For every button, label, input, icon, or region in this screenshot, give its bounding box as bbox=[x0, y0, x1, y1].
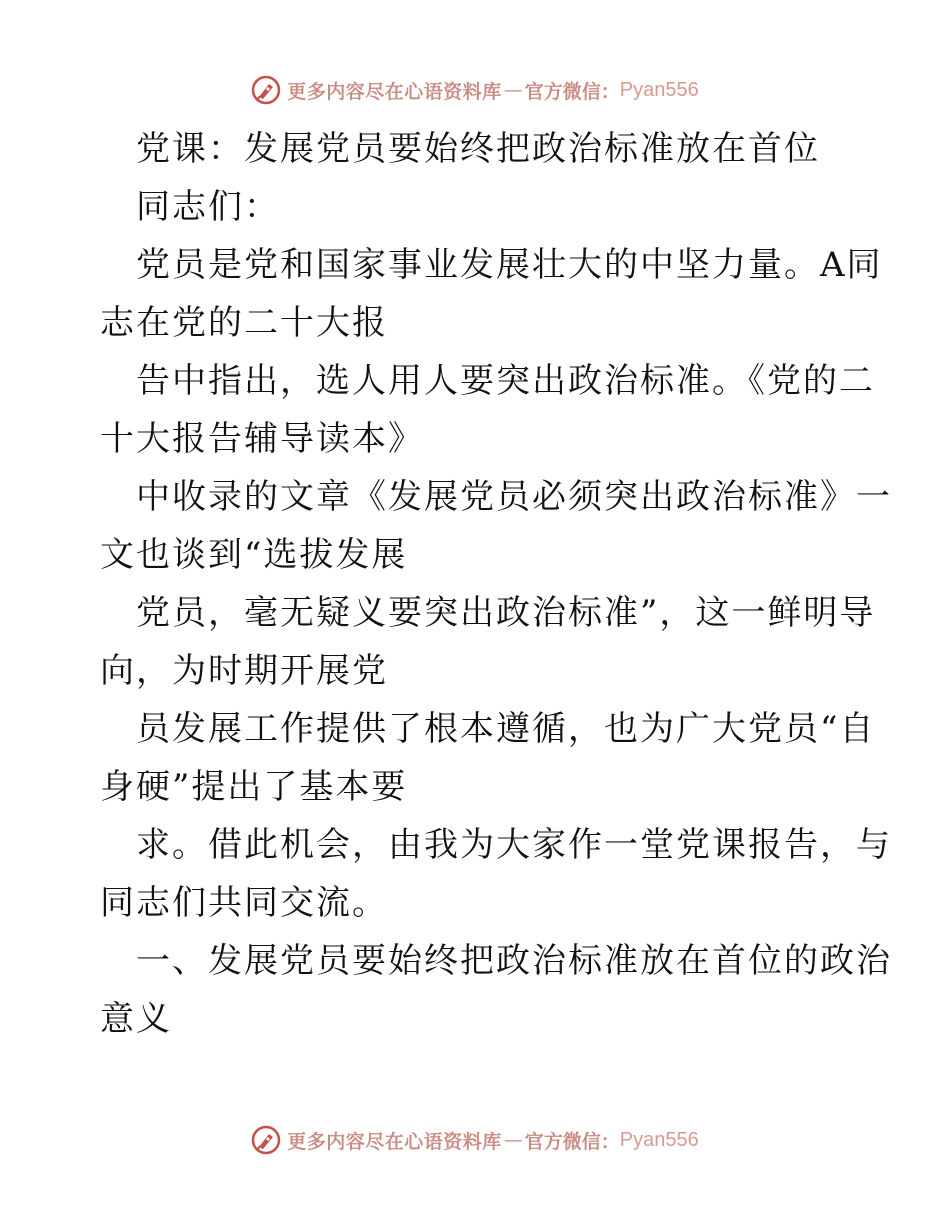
text-line: 党员，毫无疑义要突出政治标准”，这一鲜明导 bbox=[136, 593, 876, 633]
text-line: 身硬”提出了基本要 bbox=[100, 767, 408, 807]
pen-nib-logo-icon bbox=[251, 75, 281, 105]
text-line: 党员是党和国家事业发展壮大的中坚力量。A同 bbox=[136, 245, 883, 285]
wechat-label: 官方微信： bbox=[524, 1130, 620, 1153]
watermark-text: 更多内容尽在心语资料库 bbox=[287, 80, 502, 103]
watermark-dash: — bbox=[503, 79, 523, 101]
text-line: 十大报告辅导读本》 bbox=[100, 419, 424, 459]
document-title: 党课：发展党员要始终把政治标准放在首位 bbox=[136, 129, 820, 169]
pen-nib-logo-icon bbox=[251, 1125, 281, 1155]
salutation: 同志们： bbox=[136, 187, 280, 227]
text-line: 向，为时期开展党 bbox=[100, 651, 388, 691]
text-line: 中收录的文章《发展党员必须突出政治标准》一 bbox=[136, 477, 892, 517]
watermark-text: 更多内容尽在心语资料库 bbox=[287, 1130, 502, 1153]
section-heading: 一、发展党员要始终把政治标准放在首位的政治 bbox=[136, 941, 892, 981]
wechat-handle: Pyan556 bbox=[619, 78, 699, 101]
footer-watermark-banner bbox=[0, 1120, 950, 1160]
header-watermark-banner bbox=[0, 70, 950, 110]
text-line: 文也谈到“选拔发展 bbox=[100, 535, 408, 575]
wechat-handle: Pyan556 bbox=[619, 1128, 699, 1151]
wechat-label: 官方微信： bbox=[524, 80, 620, 103]
text-line: 求。借此机会，由我为大家作一堂党课报告，与 bbox=[136, 825, 892, 865]
watermark-dash: — bbox=[503, 1129, 523, 1151]
section-heading-continued: 意义 bbox=[100, 999, 172, 1039]
text-line: 志在党的二十大报 bbox=[100, 303, 388, 343]
text-line: 员发展工作提供了根本遵循，也为广大党员“自 bbox=[136, 709, 876, 749]
document-body bbox=[100, 120, 892, 1048]
text-line: 同志们共同交流。 bbox=[100, 883, 388, 923]
text-line: 告中指出，选人用人要突出政治标准。《党的二 bbox=[136, 361, 875, 401]
